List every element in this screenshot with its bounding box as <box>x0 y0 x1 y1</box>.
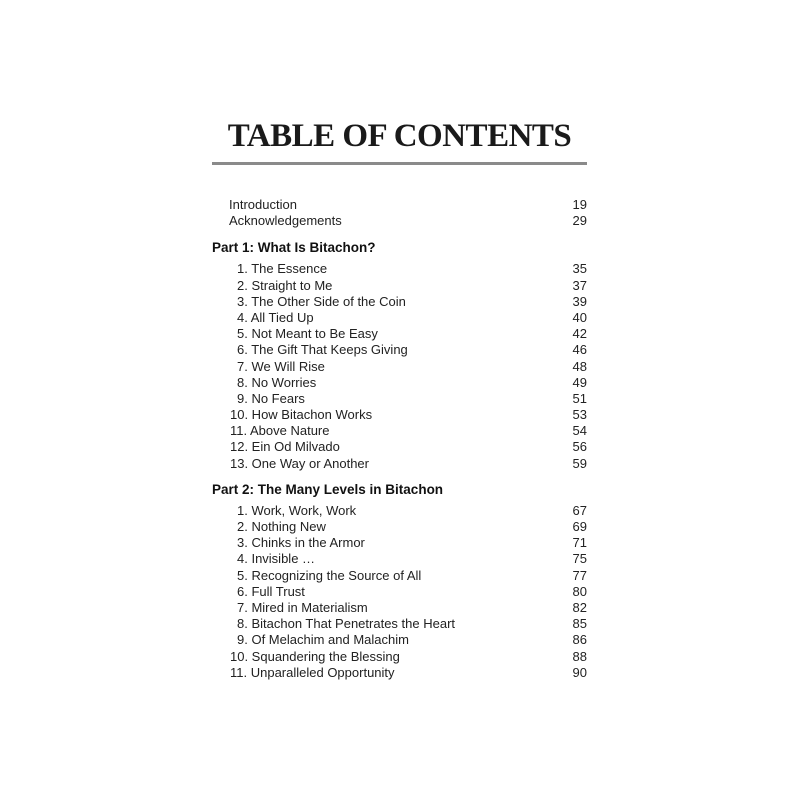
toc-entry-label: 2. Straight to Me <box>237 277 333 293</box>
toc-entry-label: 2. Nothing New <box>237 519 326 534</box>
toc-entry-label: 10. Squandering the Blessing <box>230 648 400 664</box>
toc-entry-page: 59 <box>572 455 587 471</box>
toc-entry-page: 75 <box>572 551 587 567</box>
toc-entry[interactable] <box>212 326 587 342</box>
part-title: Part 1: What Is Bitachon? <box>212 240 376 256</box>
toc-entry-label: 7. We Will Rise <box>237 358 325 374</box>
toc-entry[interactable] <box>212 535 587 551</box>
toc-entry[interactable] <box>212 197 587 213</box>
toc-entry-label: 8. No Worries <box>237 374 317 390</box>
toc-entry[interactable] <box>212 616 587 632</box>
toc-entry-label: Acknowledgements <box>229 213 342 229</box>
toc-entry-page: 39 <box>572 293 587 309</box>
toc-entry-page: 37 <box>572 277 587 293</box>
toc-entry[interactable] <box>212 342 587 358</box>
toc-entry-label: 4. Invisible … <box>237 551 316 567</box>
part-title: Part 2: The Many Levels in Bitachon <box>212 481 444 497</box>
toc-entry[interactable] <box>212 519 587 535</box>
toc-entry-label: 7. Mired in Materialism <box>237 599 368 615</box>
toc-entry-page: 67 <box>572 502 587 518</box>
part-heading[interactable] <box>212 477 587 503</box>
toc-entry-label: 8. Bitachon That Penetrates the Heart <box>237 616 456 632</box>
toc-entry[interactable] <box>212 632 587 648</box>
toc-entry[interactable] <box>212 310 587 326</box>
toc-entry-label: 3. The Other Side of the Coin <box>237 293 406 309</box>
toc-list <box>212 197 587 681</box>
toc-entry-page: 56 <box>572 439 587 455</box>
toc-entry-page: 90 <box>572 664 587 680</box>
toc-entry[interactable] <box>212 503 587 519</box>
toc-entry[interactable] <box>212 439 587 455</box>
toc-entry-label: 13. One Way or Another <box>230 455 369 471</box>
part-heading[interactable] <box>212 235 587 261</box>
toc-entry-label: 6. The Gift That Keeps Giving <box>237 342 408 358</box>
toc-entry[interactable] <box>212 423 587 439</box>
toc-entry[interactable] <box>212 551 587 567</box>
toc-entry-label: 9. No Fears <box>237 390 305 406</box>
toc-entry[interactable] <box>212 649 587 665</box>
toc-entry-page: 88 <box>572 648 587 664</box>
toc-entry-page: 85 <box>572 616 587 632</box>
toc-entry-label: 4. All Tied Up <box>237 309 314 325</box>
title-divider <box>212 162 587 165</box>
toc-entry[interactable] <box>212 375 587 391</box>
toc-entry-page: 48 <box>572 358 587 374</box>
toc-entry-page: 86 <box>572 632 587 648</box>
toc-entry-label: 1. Work, Work, Work <box>237 502 357 518</box>
toc-entry-page: 19 <box>572 197 587 212</box>
toc-entry-label: 11. Above Nature <box>230 423 330 439</box>
toc-entry[interactable] <box>212 294 587 310</box>
toc-entry-label: 11. Unparalleled Opportunity <box>230 664 395 680</box>
page-title: TABLE OF CONTENTS <box>227 118 572 154</box>
toc-entry-label: 3. Chinks in the Armor <box>237 535 365 551</box>
toc-entry[interactable] <box>212 261 587 277</box>
toc-entry-label: 5. Recognizing the Source of All <box>237 567 422 583</box>
toc-entry[interactable] <box>212 278 587 294</box>
toc-entry-label: Introduction <box>229 197 297 212</box>
toc-entry[interactable] <box>212 391 587 407</box>
toc-entry-page: 53 <box>572 407 587 423</box>
toc-entry-page: 46 <box>572 342 587 358</box>
toc-entry[interactable] <box>212 407 587 423</box>
toc-entry-page: 80 <box>572 583 587 599</box>
toc-entry-page: 77 <box>572 567 587 583</box>
toc-entry-page: 54 <box>572 423 587 439</box>
toc-entry-label: 6. Full Trust <box>237 583 305 599</box>
toc-entry[interactable] <box>212 665 587 681</box>
toc-entry-label: 5. Not Meant to Be Easy <box>237 326 378 342</box>
toc-entry-page: 49 <box>572 374 587 390</box>
toc-entry[interactable] <box>212 359 587 375</box>
toc-entry-page: 69 <box>572 519 587 534</box>
toc-entry-page: 35 <box>572 261 587 277</box>
toc-entry-page: 42 <box>572 326 587 342</box>
toc-entry[interactable] <box>212 584 587 600</box>
toc-entry-label: 1. The Essence <box>237 261 328 277</box>
toc-entry-label: 10. How Bitachon Works <box>230 407 373 423</box>
toc-entry[interactable] <box>212 600 587 616</box>
toc-entry-page: 29 <box>572 213 587 229</box>
toc-entry-label: 12. Ein Od Milvado <box>230 439 340 455</box>
toc-entry-page: 71 <box>572 535 587 551</box>
toc-entry-page: 51 <box>572 390 587 406</box>
toc-entry[interactable] <box>212 456 587 472</box>
toc-entry-page: 40 <box>572 309 587 325</box>
toc-entry-page: 82 <box>572 599 587 615</box>
toc-entry[interactable] <box>212 568 587 584</box>
toc-entry-label: 9. Of Melachim and Malachim <box>237 632 409 648</box>
toc-entry[interactable] <box>212 213 587 229</box>
